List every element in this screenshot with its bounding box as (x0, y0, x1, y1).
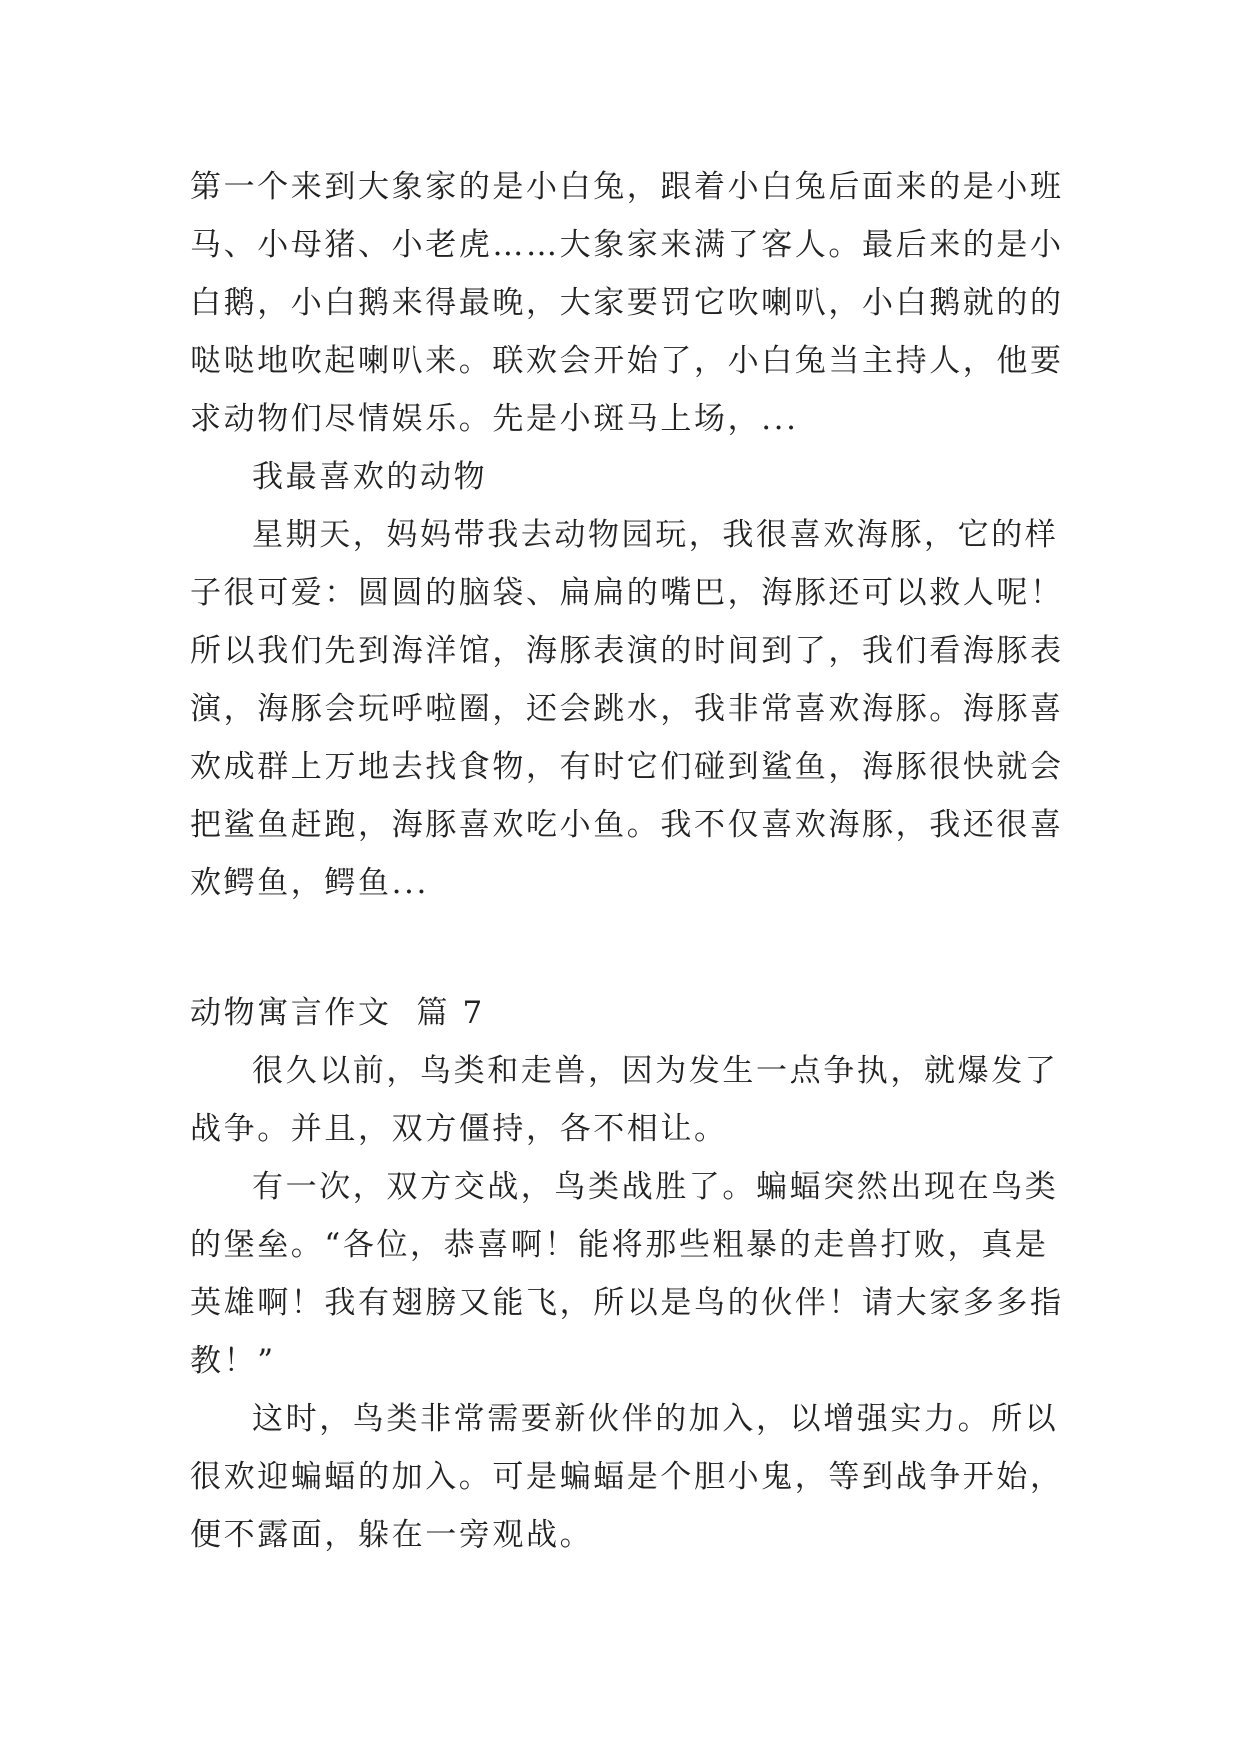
text-line: 所以我们先到海洋馆，海豚表演的时间到了，我们看海豚表 (190, 633, 1064, 669)
text-line: 这时，鸟类非常需要新伙伴的加入，以增强实力。所以 (252, 1401, 1059, 1437)
text-line: 子很可爱：圆圆的脑袋、扁扁的嘴巴，海豚还可以救人呢！ (190, 575, 1064, 611)
paragraph-party-story (190, 158, 1064, 448)
text-line: 英雄啊！我有翅膀又能飞，所以是鸟的伙伴！请大家多多指 (190, 1285, 1064, 1321)
text-line: 便不露面，躲在一旁观战。 (190, 1517, 594, 1553)
paragraph-war-intro (190, 1042, 1060, 1158)
text-line: 有一次，双方交战，鸟类战胜了。蝙蝠突然出现在鸟类 (252, 1169, 1059, 1205)
text-line: 演，海豚会玩呼啦圈，还会跳水，我非常喜欢海豚。海豚喜 (190, 691, 1064, 727)
text-line: 第一个来到大象家的是小白兔，跟着小白兔后面来的是小班 (190, 169, 1064, 205)
paragraph-bat-hides (190, 1390, 1064, 1564)
text-line: 教！” (190, 1343, 276, 1379)
essay-subheading: 我最喜欢的动物 (252, 459, 488, 495)
document-page (190, 158, 1064, 1564)
text-line: 欢成群上万地去找食物，有时它们碰到鲨鱼，海豚很快就会 (190, 749, 1064, 785)
text-line: 求动物们尽情娱乐。先是小斑马上场，... (190, 401, 799, 437)
paragraph-bat-joins-birds (190, 1158, 1064, 1390)
text-line: 把鲨鱼赶跑，海豚喜欢吃小鱼。我不仅喜欢海豚，我还很喜 (190, 807, 1064, 843)
text-line: 很欢迎蝙蝠的加入。可是蝙蝠是个胆小鬼，等到战争开始， (190, 1459, 1064, 1495)
text-line: 欢鳄鱼，鳄鱼... (190, 865, 429, 901)
text-line: 战争。并且，双方僵持，各不相让。 (190, 1111, 728, 1147)
text-line: 哒哒地吹起喇叭来。联欢会开始了，小白兔当主持人，他要 (190, 343, 1064, 379)
paragraph-dolphin (190, 506, 1064, 912)
text-line: 很久以前，鸟类和走兽，因为发生一点争执，就爆发了 (252, 1053, 1059, 1089)
text-line: 的堡垒。“各位，恭喜啊！能将那些粗暴的走兽打败，真是 (190, 1227, 1049, 1263)
section-title: 动物寓言作文 篇 7 (190, 995, 485, 1031)
section-spacer (190, 912, 1060, 984)
text-line: 星期天，妈妈带我去动物园玩，我很喜欢海豚，它的样 (252, 517, 1059, 553)
text-line: 白鹅，小白鹅来得最晚，大家要罚它吹喇叭，小白鹅就的的 (190, 285, 1064, 321)
text-line: 马、小母猪、小老虎……大象家来满了客人。最后来的是小 (190, 227, 1064, 263)
